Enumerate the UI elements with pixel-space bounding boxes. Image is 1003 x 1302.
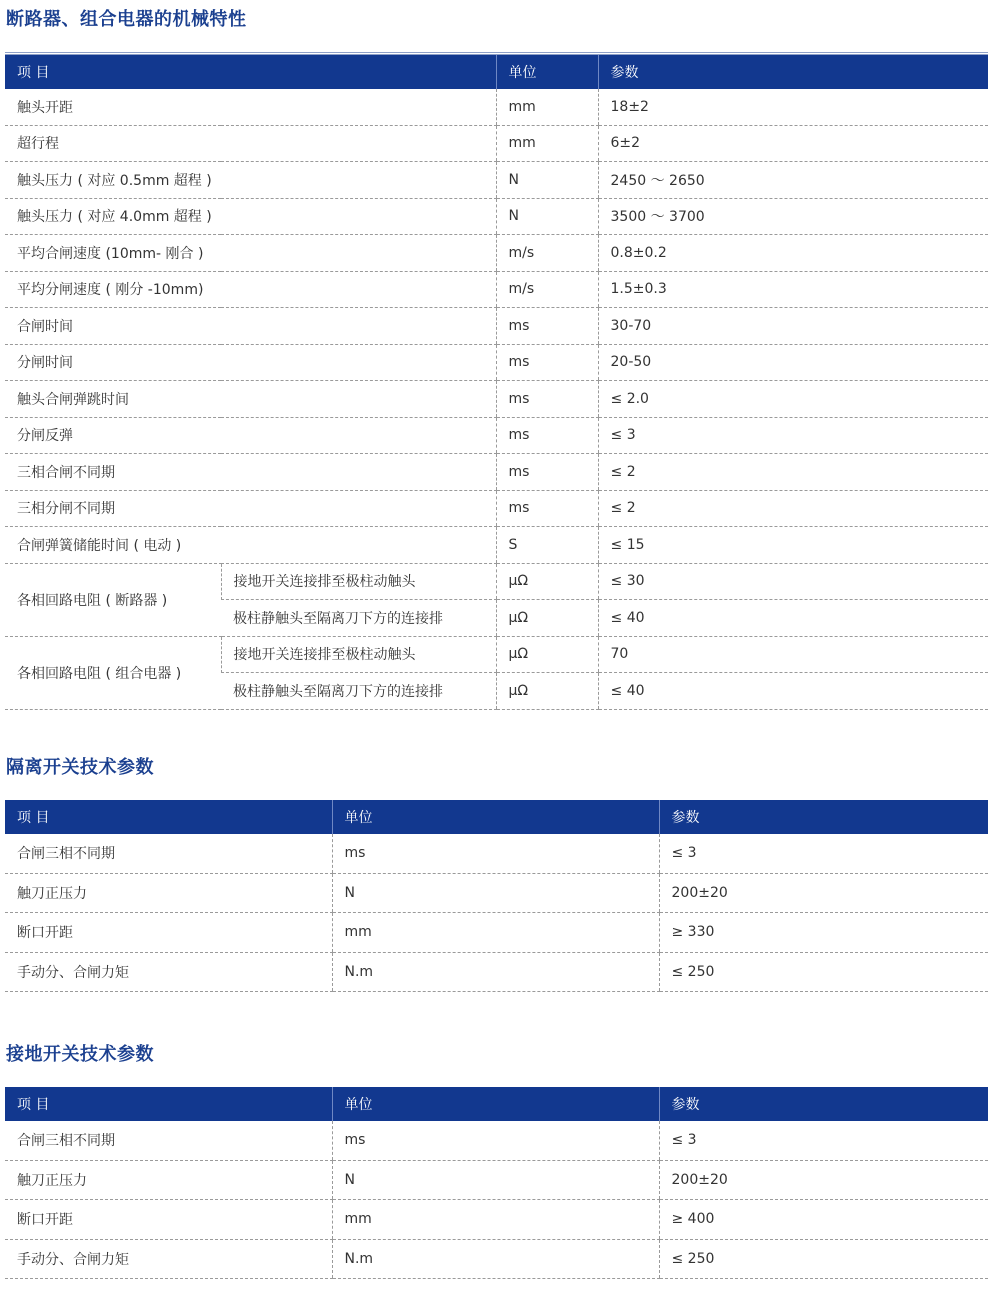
table-row bbox=[5, 1121, 988, 1160]
table-row bbox=[5, 417, 988, 454]
row-item: 三相分闸不同期 bbox=[5, 490, 496, 527]
header-item: 项 目 bbox=[17, 1097, 50, 1113]
row-item: 合闸三相不同期 bbox=[5, 834, 332, 873]
row-item: 触刀正压力 bbox=[5, 1160, 332, 1200]
resistance-group-label: 各相回路电阻 ( 断路器 ) bbox=[5, 563, 221, 636]
table-row bbox=[5, 834, 988, 873]
row-unit: μΩ bbox=[496, 563, 598, 600]
row-unit: ms bbox=[496, 454, 598, 491]
row-value: ≤ 2.0 bbox=[598, 381, 988, 418]
header-item: 项 目 bbox=[17, 65, 50, 81]
row-value: ≤ 15 bbox=[598, 527, 988, 564]
row-value: ≥ 400 bbox=[659, 1200, 988, 1240]
row-item: 触头压力 ( 对应 4.0mm 超程 ) bbox=[5, 198, 496, 235]
row-unit: ms bbox=[496, 381, 598, 418]
earthing-section bbox=[5, 1040, 988, 1279]
table-row bbox=[5, 198, 988, 235]
row-item: 平均分闸速度 ( 刚分 -10mm) bbox=[5, 271, 496, 308]
row-unit: mm bbox=[496, 89, 598, 125]
row-unit: ms bbox=[496, 417, 598, 454]
row-item: 触刀正压力 bbox=[5, 873, 332, 913]
row-value: 70 bbox=[598, 636, 988, 673]
isolator-section bbox=[5, 753, 988, 992]
row-value: ≤ 3 bbox=[659, 834, 988, 873]
table-row bbox=[5, 454, 988, 491]
resistance-sub-item: 接地开关连接排至极柱动触头 bbox=[221, 636, 496, 673]
row-unit: m/s bbox=[496, 271, 598, 308]
row-value: ≤ 2 bbox=[598, 454, 988, 491]
row-item: 触头合闸弹跳时间 bbox=[5, 381, 496, 418]
table-row bbox=[5, 271, 988, 308]
table-header-row bbox=[5, 800, 988, 834]
header-param: 参数 bbox=[659, 800, 988, 834]
row-item: 断口开距 bbox=[5, 913, 332, 953]
row-unit: μΩ bbox=[496, 636, 598, 673]
header-param: 参数 bbox=[659, 1087, 988, 1121]
resistance-sub-item: 接地开关连接排至极柱动触头 bbox=[221, 563, 496, 600]
row-unit: ms bbox=[496, 490, 598, 527]
row-value: ≤ 40 bbox=[598, 673, 988, 710]
earthing-title: 接地开关技术参数 bbox=[6, 1044, 154, 1065]
row-unit: mm bbox=[332, 1200, 659, 1240]
row-unit: μΩ bbox=[496, 673, 598, 710]
row-value: 3500 ～ 3700 bbox=[598, 198, 988, 235]
row-unit: ms bbox=[332, 834, 659, 873]
row-unit: N bbox=[332, 873, 659, 913]
row-value: ≤ 40 bbox=[598, 600, 988, 637]
isolator-table bbox=[5, 800, 988, 992]
row-unit: m/s bbox=[496, 235, 598, 272]
header-param: 参数 bbox=[598, 54, 988, 90]
table-row bbox=[5, 1160, 988, 1200]
breaker-title: 断路器、组合电器的机械特性 bbox=[6, 9, 247, 30]
table-header-row bbox=[5, 54, 988, 90]
row-item: 合闸弹簧储能时间 ( 电动 ) bbox=[5, 527, 496, 564]
row-item: 触头压力 ( 对应 0.5mm 超程 ) bbox=[5, 162, 496, 199]
row-value: ≤ 3 bbox=[598, 417, 988, 454]
row-value: ≤ 2 bbox=[598, 490, 988, 527]
row-value: ≤ 3 bbox=[659, 1121, 988, 1160]
row-value: 1.5±0.3 bbox=[598, 271, 988, 308]
table-row bbox=[5, 235, 988, 272]
resistance-sub-item: 极柱静触头至隔离刀下方的连接排 bbox=[221, 600, 496, 637]
row-unit: N.m bbox=[332, 952, 659, 992]
resistance-sub-item: 极柱静触头至隔离刀下方的连接排 bbox=[221, 673, 496, 710]
header-unit: 单位 bbox=[496, 54, 598, 90]
table-row bbox=[5, 1239, 988, 1279]
row-unit: mm bbox=[332, 913, 659, 953]
row-value: 30-70 bbox=[598, 308, 988, 345]
table-row bbox=[5, 527, 988, 564]
table-row bbox=[5, 873, 988, 913]
row-unit: μΩ bbox=[496, 600, 598, 637]
table-row bbox=[5, 1200, 988, 1240]
header-unit: 单位 bbox=[332, 800, 659, 834]
row-item: 手动分、合闸力矩 bbox=[5, 952, 332, 992]
row-item: 分闸时间 bbox=[5, 344, 496, 381]
row-value: 20-50 bbox=[598, 344, 988, 381]
row-item: 分闸反弹 bbox=[5, 417, 496, 454]
row-value: 200±20 bbox=[659, 873, 988, 913]
table-row bbox=[5, 344, 988, 381]
row-unit: N bbox=[332, 1160, 659, 1200]
row-value: ≤ 250 bbox=[659, 1239, 988, 1279]
row-item: 合闸时间 bbox=[5, 308, 496, 345]
row-item: 三相合闸不同期 bbox=[5, 454, 496, 491]
table-row bbox=[5, 913, 988, 953]
table-row bbox=[5, 89, 988, 125]
row-item: 超行程 bbox=[5, 125, 496, 162]
table-row bbox=[5, 381, 988, 418]
table-row bbox=[5, 125, 988, 162]
row-unit: N bbox=[496, 162, 598, 199]
row-unit: N.m bbox=[332, 1239, 659, 1279]
table-row bbox=[5, 490, 988, 527]
header-unit: 单位 bbox=[332, 1087, 659, 1121]
row-item: 平均合闸速度 (10mm- 刚合 ) bbox=[5, 235, 496, 272]
row-item: 断口开距 bbox=[5, 1200, 332, 1240]
row-item: 合闸三相不同期 bbox=[5, 1121, 332, 1160]
row-unit: ms bbox=[496, 344, 598, 381]
row-item: 手动分、合闸力矩 bbox=[5, 1239, 332, 1279]
row-value: ≤ 30 bbox=[598, 563, 988, 600]
isolator-title: 隔离开关技术参数 bbox=[6, 757, 154, 778]
row-value: ≥ 330 bbox=[659, 913, 988, 953]
breaker-table bbox=[5, 52, 988, 710]
table-row bbox=[5, 636, 988, 673]
table-header-row bbox=[5, 1087, 988, 1121]
table-row bbox=[5, 308, 988, 345]
row-unit: N bbox=[496, 198, 598, 235]
table-row bbox=[5, 162, 988, 199]
row-value: 200±20 bbox=[659, 1160, 988, 1200]
row-unit: S bbox=[496, 527, 598, 564]
table-row bbox=[5, 952, 988, 992]
header-item: 项 目 bbox=[17, 810, 50, 826]
row-item: 触头开距 bbox=[5, 89, 496, 125]
breaker-section bbox=[5, 5, 988, 710]
row-value: 0.8±0.2 bbox=[598, 235, 988, 272]
row-value: 18±2 bbox=[598, 89, 988, 125]
row-unit: ms bbox=[496, 308, 598, 345]
row-value: 6±2 bbox=[598, 125, 988, 162]
resistance-group-label: 各相回路电阻 ( 组合电器 ) bbox=[5, 636, 221, 709]
table-row bbox=[5, 563, 988, 600]
earthing-table bbox=[5, 1087, 988, 1279]
row-value: ≤ 250 bbox=[659, 952, 988, 992]
row-unit: mm bbox=[496, 125, 598, 162]
row-unit: ms bbox=[332, 1121, 659, 1160]
row-value: 2450 ～ 2650 bbox=[598, 162, 988, 199]
